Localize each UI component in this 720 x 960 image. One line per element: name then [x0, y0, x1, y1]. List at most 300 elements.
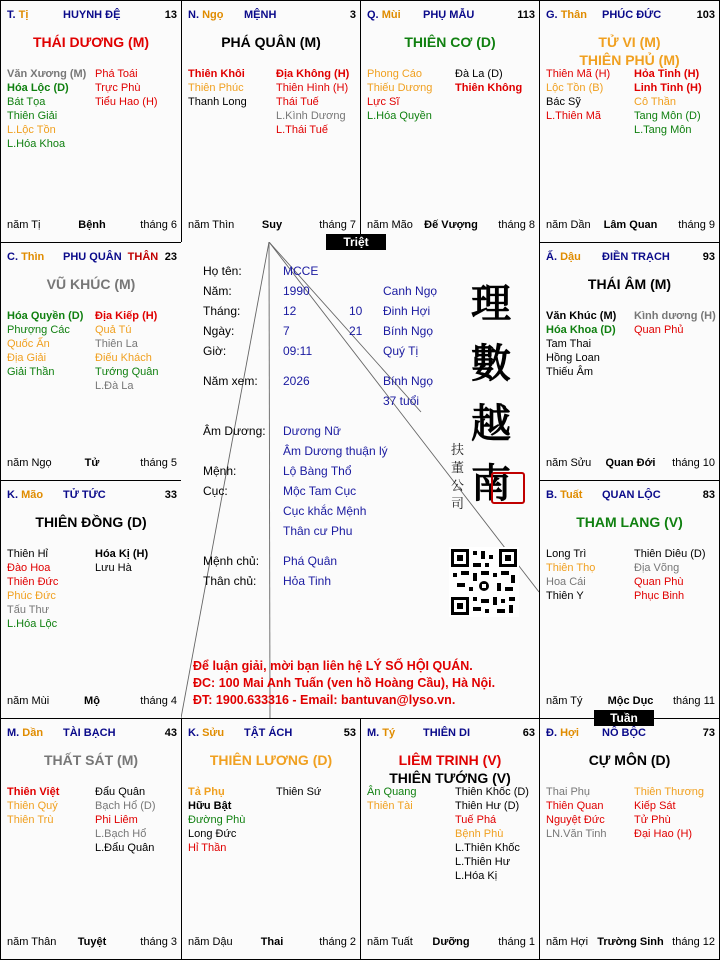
minor-star: Trực Phù — [95, 82, 141, 94]
palace-header — [7, 9, 177, 23]
value-day-lunar: 21 — [349, 324, 363, 338]
palace-header — [546, 251, 715, 265]
palace-dau[interactable] — [539, 242, 720, 481]
minor-star: Hóa Lộc (D) — [7, 82, 69, 94]
minor-star: Đại Hao (H) — [634, 828, 693, 840]
minor-stars-right — [276, 785, 356, 799]
label-than-chu: Thân chủ: — [203, 574, 257, 588]
palace-position — [367, 9, 401, 21]
palace-name — [244, 9, 276, 21]
palace-stem: M. — [7, 727, 20, 739]
minor-star: Thiên Y — [546, 590, 584, 602]
minor-star: Hồng Loan — [546, 352, 600, 364]
minor-star: Hóa Kị (H) — [95, 548, 149, 560]
value-day: 7 — [283, 324, 290, 338]
minor-stars-right — [95, 67, 175, 109]
palace-title: MỆNH — [244, 9, 277, 21]
palace-year: năm Thìn — [188, 219, 235, 231]
seal-small-text: 扶董公司 — [451, 443, 465, 512]
value-am-duong-1: Dương Nữ — [283, 424, 341, 438]
palace-footer — [7, 936, 177, 949]
palace-header — [188, 727, 356, 741]
value-cuc-3: Thân cư Phu — [283, 524, 353, 538]
palace-name — [602, 251, 670, 263]
life-stage: Tuyệt — [77, 936, 107, 948]
palace-name — [423, 9, 474, 21]
palace-year: năm Dần — [546, 219, 591, 231]
palace-footer — [546, 219, 715, 232]
palace-position — [546, 9, 587, 21]
value-cuc-2: Cục khắc Mệnh — [283, 504, 367, 518]
label-cuc: Cục: — [203, 484, 228, 498]
palace-year: năm Hợi — [546, 936, 589, 948]
minor-star: Bát Tọa — [7, 96, 46, 108]
minor-star: L.Lộc Tồn — [7, 124, 56, 136]
main-star: THÁI DƯƠNG (M) — [32, 34, 150, 50]
palace-position — [7, 9, 28, 21]
main-stars — [540, 275, 719, 293]
minor-stars-right — [634, 309, 714, 337]
palace-name — [63, 489, 106, 501]
value-menh: Lộ Bàng Thổ — [283, 464, 352, 478]
minor-star: Quan Phù — [634, 576, 684, 588]
palace-title: TẬT ÁCH — [244, 727, 293, 739]
label-am-duong: Âm Dương: — [203, 424, 266, 438]
palace-stem: Ấ. — [546, 251, 557, 263]
minor-star: Thiên Hình (H) — [276, 82, 349, 94]
palace-header — [188, 9, 356, 23]
minor-star: Tấu Thư — [7, 604, 50, 616]
minor-star: Thai Phụ — [546, 786, 591, 798]
palace-footer — [367, 936, 535, 949]
red-seal-stamp — [491, 472, 525, 504]
palace-branch: Sửu — [202, 727, 225, 739]
palace-number: 3 — [349, 9, 356, 21]
palace-name — [63, 9, 120, 21]
minor-star: Thiên Tài — [367, 800, 413, 812]
palace-year: năm Mão — [367, 219, 413, 231]
minor-star: Phượng Các — [7, 324, 70, 336]
palace-month: tháng 7 — [319, 219, 356, 231]
main-star: THIÊN PHỦ (M) — [579, 52, 680, 68]
minor-star: Thiên Hư (D) — [455, 800, 520, 812]
palace-title: THIÊN DI — [423, 727, 471, 739]
main-stars — [1, 513, 181, 531]
palace-header — [546, 9, 715, 23]
palace-branch: Mão — [21, 489, 44, 501]
minor-star: Tả Phụ — [188, 786, 225, 798]
palace-number: 13 — [164, 9, 177, 21]
minor-star: L.Đẩu Quân — [95, 842, 155, 854]
palace-footer — [546, 936, 715, 949]
label-view-year: Năm xem: — [203, 374, 258, 388]
palace-stem: B. — [546, 489, 557, 501]
palace-title: TÀI BẠCH — [63, 727, 116, 739]
palace-number: 53 — [343, 727, 356, 739]
minor-star: Tuế Phá — [455, 814, 497, 826]
palace-year: năm Ngọ — [7, 457, 52, 469]
minor-star: L.Kình Dương — [276, 110, 346, 122]
life-stage: Suy — [261, 219, 283, 231]
minor-stars-right — [634, 67, 714, 137]
palace-number: 103 — [696, 9, 715, 21]
main-star: THIÊN ĐỒNG (D) — [35, 514, 147, 530]
life-stage: Trường Sinh — [597, 936, 664, 948]
than-marker: THÂN — [127, 251, 159, 263]
minor-star: L.Thiên Khốc — [455, 842, 520, 854]
label-menh-chu: Mệnh chủ: — [203, 554, 260, 568]
minor-stars-left — [367, 67, 449, 123]
minor-star: L.Hóa Lộc — [7, 618, 58, 630]
minor-star: Hữu Bật — [188, 800, 232, 812]
palace-stem: Đ. — [546, 727, 557, 739]
minor-star: Thiên Không — [455, 82, 523, 94]
minor-star: Tướng Quân — [95, 366, 159, 378]
value-menh-chu: Phá Quân — [283, 554, 338, 568]
palace-month: tháng 4 — [140, 695, 177, 707]
palace-year: năm Tuất — [367, 936, 413, 948]
palace-year: năm Sửu — [546, 457, 592, 469]
palace-year: năm Thân — [7, 936, 57, 948]
palace-header — [7, 251, 177, 265]
minor-star: Địa Kiếp (H) — [95, 310, 158, 322]
palace-stem: M. — [367, 727, 380, 739]
value-year: 1990 — [283, 284, 310, 298]
value-month: 12 — [283, 304, 297, 318]
palace-month: tháng 11 — [672, 695, 715, 707]
palace-header — [367, 9, 535, 23]
minor-stars-left — [7, 785, 89, 827]
minor-star: Thiếu Âm — [546, 366, 594, 378]
palace-branch: Tuất — [560, 489, 583, 501]
palace-number: 113 — [517, 9, 535, 21]
palace-footer — [7, 457, 177, 470]
palace-branch: Mùi — [381, 9, 401, 21]
minor-stars-left — [188, 67, 270, 109]
palace-position — [188, 9, 223, 21]
palace-branch: Ngọ — [202, 9, 224, 21]
minor-star: Thiên Quan — [546, 800, 604, 812]
center-info-panel — [181, 242, 539, 718]
minor-star: Bệnh Phù — [455, 828, 504, 840]
palace-position — [367, 727, 395, 739]
palace-number: 93 — [702, 251, 715, 263]
minor-stars-left — [7, 67, 89, 151]
palace-tuat[interactable] — [539, 480, 720, 719]
minor-star: Văn Khúc (M) — [546, 310, 617, 322]
palace-name — [602, 489, 661, 501]
palace-position — [546, 489, 582, 501]
palace-month: tháng 5 — [140, 457, 177, 469]
palace-header — [367, 727, 535, 741]
palace-stem: K. — [188, 727, 199, 739]
minor-star: Kình dương (H) — [634, 310, 716, 322]
minor-star: Quan Phủ — [634, 324, 684, 336]
life-stage: Mộc Dục — [607, 695, 654, 707]
main-star: THIÊN TƯỚNG (V) — [389, 770, 511, 786]
palace-month: tháng 1 — [498, 936, 535, 948]
palace-name — [602, 727, 646, 739]
minor-star: Địa Không (H) — [276, 68, 350, 80]
palace-stem: T. — [7, 9, 16, 21]
minor-star: Linh Tinh (H) — [634, 82, 702, 94]
palace-branch: Dần — [22, 727, 44, 739]
value-name: MCCE — [283, 264, 319, 278]
label-day: Ngày: — [203, 324, 235, 338]
palace-footer — [546, 457, 715, 470]
palace-month: tháng 6 — [140, 219, 177, 231]
palace-hoi[interactable] — [539, 718, 720, 960]
seal-char-2: 數 — [471, 340, 511, 387]
minor-star: Điếu Khách — [95, 352, 152, 364]
contact-notice-line-3[interactable]: ĐT: 1900.633316 - Email: bantuvan@lyso.vn. — [193, 693, 456, 707]
palace-year: năm Dậu — [188, 936, 233, 948]
palace-number: 43 — [164, 727, 177, 739]
palace-stem: N. — [188, 9, 199, 21]
main-stars — [182, 33, 360, 51]
palace-footer — [546, 695, 715, 708]
main-star: PHÁ QUÂN (M) — [221, 34, 321, 50]
minor-star: Cô Thần — [634, 96, 676, 108]
minor-star: Thiên Trù — [7, 814, 54, 826]
palace-number: 63 — [522, 727, 535, 739]
qr-code-icon[interactable] — [449, 547, 519, 617]
value-view-can-chi: Bính Ngọ — [383, 374, 434, 388]
minor-star: Bác Sỹ — [546, 96, 581, 108]
palace-footer — [188, 219, 356, 232]
minor-stars-right — [95, 309, 175, 393]
palace-stem: G. — [546, 9, 558, 21]
palace-position — [7, 251, 44, 263]
minor-star: Thiên Việt — [7, 786, 60, 798]
palace-number: 33 — [164, 489, 177, 501]
palace-branch: Thân — [560, 9, 587, 21]
life-stage: Lâm Quan — [603, 219, 658, 231]
palace-footer — [188, 936, 356, 949]
main-star: CỰ MÔN (D) — [588, 752, 671, 768]
seal-char-3: 越 — [471, 400, 511, 447]
minor-star: Kiếp Sát — [634, 800, 676, 812]
minor-star: Hóa Quyền (D) — [7, 310, 84, 322]
palace-position — [546, 727, 579, 739]
triet-marker: Triệt — [326, 234, 386, 250]
minor-star: Tam Thai — [546, 338, 592, 350]
palace-thin[interactable] — [0, 242, 182, 481]
main-star: VŨ KHÚC (M) — [46, 276, 136, 292]
palace-position — [7, 727, 43, 739]
minor-stars-right — [95, 785, 175, 855]
palace-year: năm Mùi — [7, 695, 50, 707]
seal-char-4: 南 — [471, 460, 511, 507]
life-stage: Dưỡng — [432, 936, 470, 948]
palace-year: năm Tị — [7, 219, 41, 231]
palace-name — [63, 251, 158, 263]
main-star: THIÊN LƯƠNG (D) — [209, 752, 333, 768]
minor-star: Văn Xương (M) — [7, 68, 87, 80]
palace-suu[interactable] — [181, 718, 361, 960]
minor-star: Đà La (D) — [455, 68, 503, 80]
minor-star: Tang Môn (D) — [634, 110, 701, 122]
minor-star: Thiên Mã (H) — [546, 68, 611, 80]
palace-dan[interactable] — [0, 718, 182, 960]
palace-branch: Dậu — [560, 251, 581, 263]
label-name: Họ tên: — [203, 264, 242, 278]
palace-title: PHU QUÂN — [63, 251, 122, 263]
minor-star: Thiên Quý — [7, 800, 58, 812]
minor-star: Lộc Tồn (B) — [546, 82, 604, 94]
palace-name — [602, 9, 661, 21]
minor-star: Thiên La — [95, 338, 138, 350]
main-stars — [361, 751, 539, 787]
minor-star: Thiên Sứ — [276, 786, 322, 798]
main-stars — [540, 751, 719, 769]
palace-title: PHỤ MẪU — [423, 9, 475, 21]
minor-star: Long Đức — [188, 828, 237, 840]
palace-header — [7, 727, 177, 741]
minor-stars-right — [455, 67, 535, 95]
minor-star: Thiên Hỉ — [7, 548, 48, 560]
minor-star: Phong Cáo — [367, 68, 423, 80]
life-stage: Đế Vượng — [424, 219, 478, 231]
palace-position — [546, 251, 581, 263]
minor-star: Quốc Ấn — [7, 338, 50, 350]
palace-stem: Q. — [367, 9, 379, 21]
palace-title: QUAN LỘC — [602, 489, 661, 501]
minor-star: Thiên Thương — [634, 786, 705, 798]
minor-star: L.Hóa Kị — [455, 870, 498, 882]
minor-stars-left — [188, 785, 270, 855]
life-stage: Tử — [84, 457, 100, 469]
minor-star: Đẩu Quân — [95, 786, 146, 798]
minor-star: L.Hóa Quyền — [367, 110, 432, 122]
tuan-marker: Tuần — [594, 710, 654, 726]
palace-title: HUYNH ĐỆ — [63, 9, 121, 21]
minor-star: Thiên Đức — [7, 576, 59, 588]
minor-stars-right — [276, 67, 356, 137]
minor-star: LN.Văn Tinh — [546, 828, 607, 840]
minor-star: Địa Võng — [634, 562, 680, 574]
seal-char-1: 理 — [471, 280, 511, 327]
value-year-can-chi: Canh Ngọ — [383, 284, 438, 298]
minor-star: Lưu Hà — [95, 562, 132, 574]
minor-star: L.Tang Môn — [634, 124, 692, 136]
minor-star: Giải Thần — [7, 366, 55, 378]
minor-star: Hóa Khoa (D) — [546, 324, 616, 336]
palace-title: NÔ BỘC — [602, 727, 646, 739]
minor-star: L.Thiên Hư — [455, 856, 511, 868]
minor-stars-left — [367, 785, 449, 813]
palace-month: tháng 3 — [140, 936, 177, 948]
minor-star: L.Thái Tuế — [276, 124, 328, 136]
palace-footer — [7, 695, 177, 708]
palace-stem: C. — [7, 251, 18, 263]
palace-name — [63, 727, 116, 739]
palace-header — [546, 727, 715, 741]
minor-star: Thái Tuế — [276, 96, 319, 108]
main-stars — [540, 513, 719, 531]
minor-star: Thiên Giải — [7, 110, 58, 122]
palace-mao[interactable] — [0, 480, 182, 719]
main-stars — [361, 33, 539, 51]
minor-star: Đào Hoa — [7, 562, 51, 574]
minor-star: Thiên Thọ — [546, 562, 596, 574]
life-stage: Bệnh — [78, 219, 106, 231]
label-year: Năm: — [203, 284, 232, 298]
minor-stars-right — [455, 785, 535, 883]
minor-star: Phúc Đức — [7, 590, 56, 602]
palace-branch: Tị — [18, 9, 29, 21]
value-month-can-chi: Đinh Hợi — [383, 304, 431, 318]
value-am-duong-2: Âm Dương thuận lý — [283, 444, 388, 458]
minor-star: Thiếu Dương — [367, 82, 433, 94]
palace-header — [546, 489, 715, 503]
palace-name — [423, 727, 470, 739]
main-star: LIÊM TRINH (V) — [398, 752, 502, 768]
label-menh: Mệnh: — [203, 464, 237, 478]
value-than-chu: Hỏa Tinh — [283, 574, 332, 588]
minor-star: Phá Toái — [95, 68, 138, 80]
minor-star: Phi Liêm — [95, 814, 138, 826]
minor-stars-right — [634, 547, 714, 603]
main-star: THÁI ÂM (M) — [587, 276, 672, 292]
palace-number: 83 — [702, 489, 715, 501]
palace-ti[interactable] — [0, 0, 182, 243]
minor-star: Tử Phù — [634, 814, 671, 826]
minor-stars-right — [634, 785, 714, 841]
minor-star: Hoa Cái — [546, 576, 586, 588]
minor-star: Quả Tú — [95, 324, 132, 336]
minor-star: Thiên Diêu (D) — [634, 548, 706, 560]
palace-name — [244, 727, 292, 739]
palace-than[interactable] — [539, 0, 720, 243]
minor-star: Thiên Khốc (D) — [455, 786, 529, 798]
main-star: THIÊN CƠ (D) — [404, 34, 496, 50]
palace-branch: Tý — [382, 727, 396, 739]
minor-stars-left — [7, 547, 89, 631]
main-star: THẤT SÁT (M) — [43, 752, 139, 768]
minor-star: L.Đà La — [95, 380, 134, 392]
life-stage: Quan Đới — [605, 457, 656, 469]
palace-number: 23 — [164, 251, 177, 263]
main-star: THAM LANG (V) — [576, 514, 683, 530]
palace-month: tháng 10 — [672, 457, 715, 469]
palace-month: tháng 2 — [319, 936, 356, 948]
palace-title: ĐIỀN TRẠCH — [602, 251, 670, 263]
value-day-can-chi: Bính Ngọ — [383, 324, 434, 338]
minor-star: Thanh Long — [188, 96, 247, 108]
palace-position — [7, 489, 43, 501]
minor-star: Long Trì — [546, 548, 587, 560]
minor-star: Hỏa Tinh (H) — [634, 68, 700, 80]
value-month-lunar: 10 — [349, 304, 363, 318]
minor-star: Phục Binh — [634, 590, 685, 602]
label-month: Tháng: — [203, 304, 241, 318]
minor-stars-left — [546, 309, 628, 379]
palace-ty[interactable] — [360, 718, 540, 960]
main-stars — [1, 275, 181, 293]
main-star: TỬ VI (M) — [598, 34, 661, 50]
palace-month: tháng 9 — [678, 219, 715, 231]
main-stars — [1, 33, 181, 51]
minor-star: Bạch Hổ (D) — [95, 800, 156, 812]
contact-notice-line-1: Để luận giải, mời bạn liên hệ LÝ SỐ HỘI QUÁN. — [193, 659, 473, 673]
palace-year: năm Tý — [546, 695, 583, 707]
palace-stem: K. — [7, 489, 18, 501]
value-hour-can-chi: Quý Tị — [383, 344, 419, 358]
palace-ngo[interactable] — [181, 0, 361, 243]
label-hour: Giờ: — [203, 344, 227, 358]
palace-mui[interactable] — [360, 0, 540, 243]
